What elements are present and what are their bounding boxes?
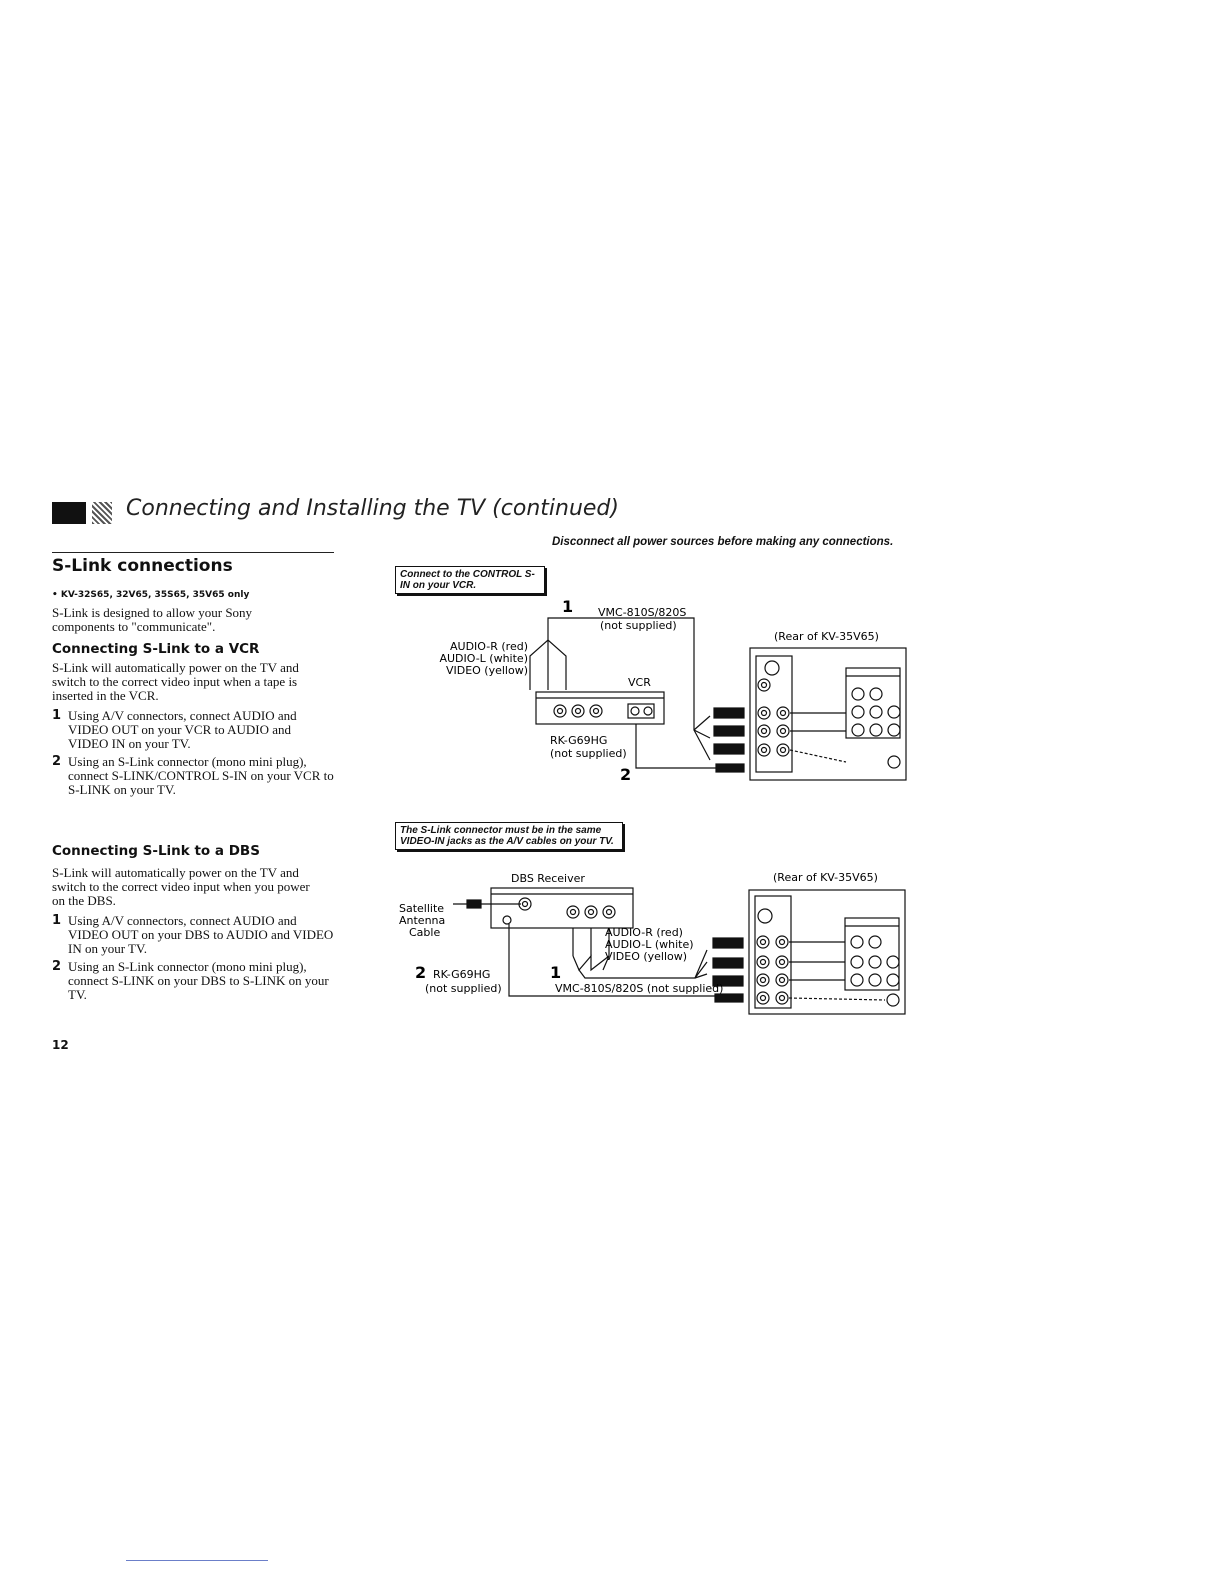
- diagram1-cable: VMC-810S/820S: [598, 606, 687, 619]
- dbs-step-1: 1 Using A/V connectors, connect AUDIO and VIDEO OUT on your DBS to AUDIO and VIDEO IN on your TV.: [52, 913, 334, 956]
- diagram2-antenna-3: Cable: [409, 926, 441, 939]
- intro-text: S-Link is designed to allow your Sony components to "communicate".: [52, 605, 253, 634]
- diagram1-tv-label: (Rear of KV-35V65): [774, 630, 879, 643]
- warning-text: Disconnect all power sources before making any connections.: [552, 536, 894, 548]
- vcr-connection-diagram: [400, 590, 920, 790]
- models-note: • KV-32S65, 32V65, 35S65, 35V65 only: [52, 590, 250, 600]
- diagram2-antenna-2: Antenna: [399, 914, 446, 927]
- diagram2-cable: VMC-810S/820S (not supplied): [555, 982, 724, 995]
- vcr-step-2: 2 Using an S-Link connector (mono mini plug), connect S-LINK/CONTROL S-IN on your VCR to S-LINK on your TV.: [52, 754, 334, 797]
- diagram1-slink-note: (not supplied): [550, 747, 627, 760]
- bottom-divider: [126, 1560, 268, 1561]
- diagram2-dbs-label: DBS Receiver: [511, 872, 585, 885]
- page-title: Connecting and Installing the TV (continued): [126, 496, 619, 521]
- diagram1-vcr-label: VCR: [628, 676, 651, 689]
- diagram1-cable-note: (not supplied): [600, 619, 677, 632]
- diagram1-video: VIDEO (yellow): [445, 664, 528, 677]
- section-title: S-Link connections: [52, 556, 233, 576]
- page-number: 12: [52, 1038, 69, 1052]
- vcr-steps: [52, 709, 334, 797]
- diagram2-tv-label: (Rear of KV-35V65): [773, 871, 878, 884]
- dbs-step-2: 2 Using an S-Link connector (mono mini plug), connect S-LINK on your DBS to S-LINK on your TV.: [52, 959, 329, 1002]
- vcr-heading: Connecting S-Link to a VCR: [52, 641, 260, 657]
- diagram2-antenna-1: Satellite: [399, 902, 445, 915]
- intro-text-block: [52, 606, 292, 634]
- diagram2-video: VIDEO (yellow): [605, 950, 688, 963]
- diagram1-step2: 2: [620, 765, 632, 784]
- vcr-step-1: 1 Using A/V connectors, connect AUDIO and VIDEO OUT on your VCR to AUDIO and VIDEO IN on your TV.: [52, 708, 297, 751]
- diagram1-audio-r: AUDIO-R (red): [450, 640, 528, 653]
- header-hatch-icon: [92, 502, 112, 524]
- diagram1-audio-l: AUDIO-L (white): [439, 652, 528, 665]
- diagram1-step1: 1: [562, 597, 574, 616]
- diagram2-note: The S-Link connector must be in the same VIDEO-IN jacks as the A/V cables on your TV.: [395, 822, 623, 850]
- diagram2-step1: 1: [550, 963, 562, 982]
- header-marker-icon: [52, 502, 86, 524]
- diagram2-audio-l: AUDIO-L (white): [605, 938, 694, 951]
- section-rule: [52, 552, 334, 553]
- dbs-text-block: [52, 866, 318, 908]
- diagram2-slink-cable: RK-G69HG: [433, 968, 491, 981]
- vcr-text: S-Link will automatically power on the TV and switch to the correct video input when a tape is inserted in the VCR.: [52, 660, 299, 703]
- diagram2-step2: 2: [415, 963, 427, 982]
- dbs-steps: [52, 914, 334, 1002]
- vcr-text-block: [52, 661, 330, 703]
- diagram2-audio-r: AUDIO-R (red): [605, 926, 683, 939]
- diagram1-note: Connect to the CONTROL S-IN on your VCR.: [395, 566, 545, 594]
- diagram1-slink-cable: RK-G69HG: [550, 734, 608, 747]
- dbs-text: S-Link will automatically power on the TV and switch to the correct video input when you power on the DBS.: [52, 865, 310, 908]
- dbs-connection-diagram: [395, 866, 920, 1026]
- dbs-heading: Connecting S-Link to a DBS: [52, 843, 260, 859]
- diagram2-slink-note: (not supplied): [425, 982, 502, 995]
